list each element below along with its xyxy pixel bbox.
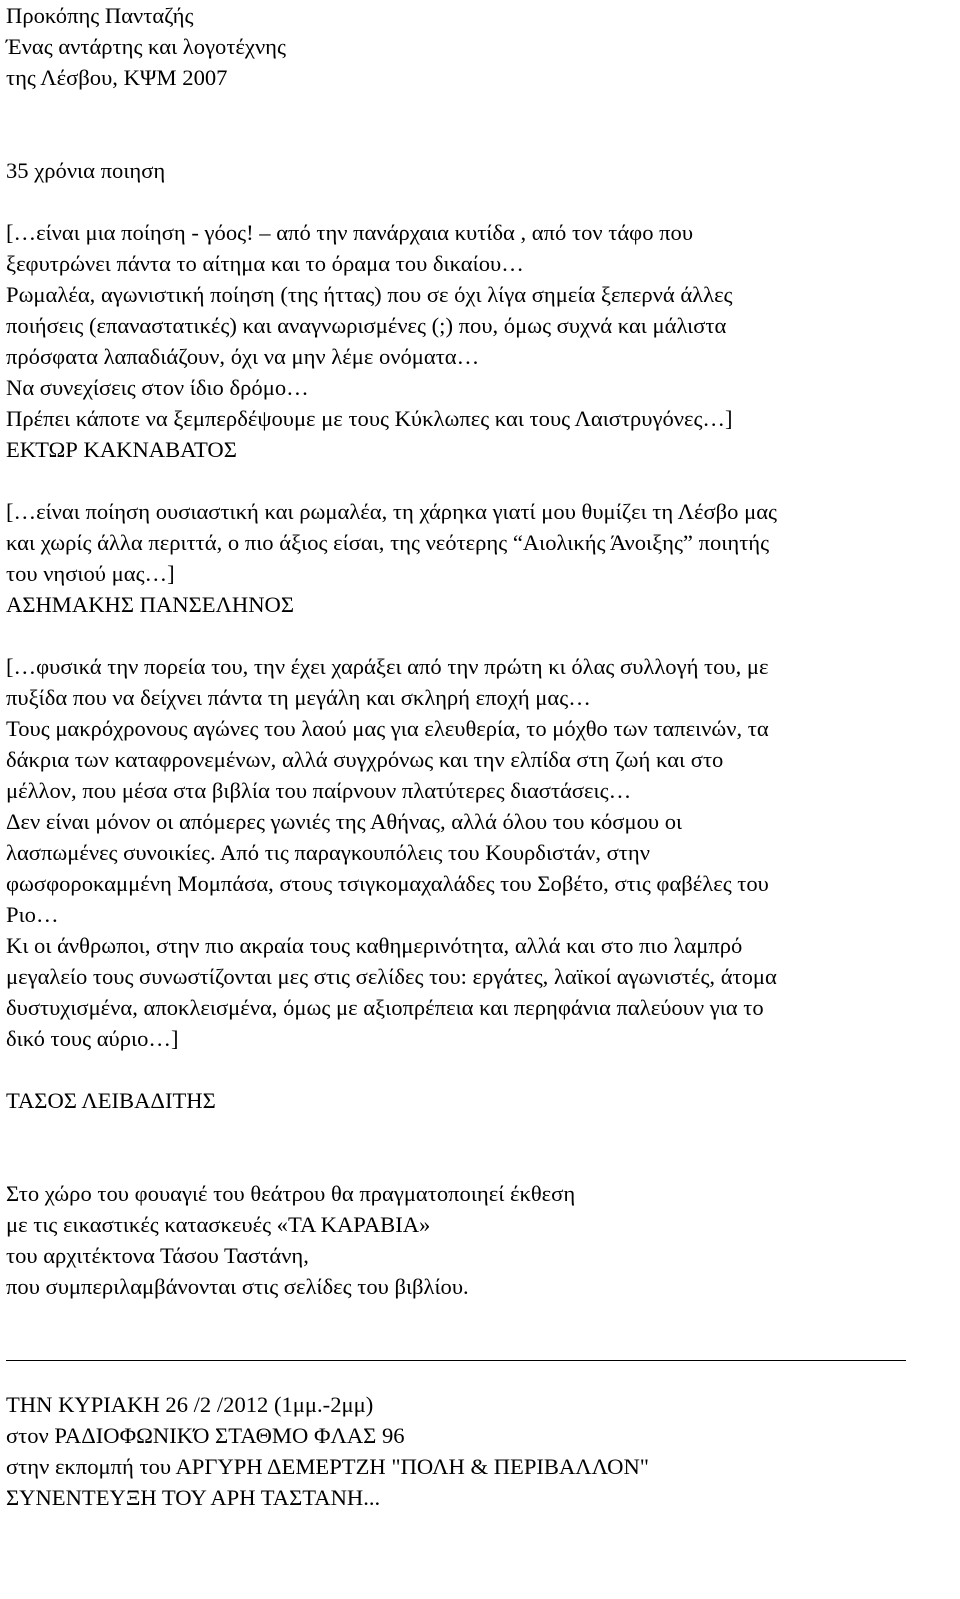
review-signature: ΑΣΗΜΑΚΗΣ ΠΑΝΣΕΛΗΝΟΣ bbox=[6, 592, 295, 617]
review-line: πρόσφατα λαπαδιάζουν, όχι να μην λέμε ονόματα… bbox=[6, 344, 480, 369]
broadcast-line: ΤΗΝ ΚΥΡΙΑΚΗ 26 /2 /2012 (1μμ.-2μμ) bbox=[6, 1392, 374, 1417]
broadcast-line: στην εκπομπή του ΑΡΓΥΡΗ ΔΕΜΕΡΤΖΗ "ΠΟΛΗ & ΠΕΡΙΒΑΛΛΟΝ" bbox=[6, 1454, 649, 1479]
horizontal-divider bbox=[6, 1360, 906, 1361]
review-kaknavatos bbox=[6, 217, 946, 465]
book-subtitle: Ένας αντάρτης και λογοτέχνης bbox=[6, 34, 286, 59]
broadcast-line: ΣΥΝΕΝΤΕΥΞΗ ΤΟΥ ΑΡΗ ΤΑΣΤΑΝΗ... bbox=[6, 1485, 381, 1510]
review-line: […είναι μια ποίηση - γόος! – από την πανάρχαια κυτίδα , από τον τάφο που bbox=[6, 220, 694, 245]
document-header bbox=[6, 0, 946, 93]
review-line: πυξίδα που να δείχνει πάντα τη μεγάλη και σκληρή εποχή μας… bbox=[6, 685, 591, 710]
exhibition-line: Στο χώρο του φουαγιέ του θεάτρου θα πραγματοποιηεί έκθεση bbox=[6, 1181, 576, 1206]
exhibition-line: που συμπεριλαμβάνονται στις σελίδες του βιβλίου. bbox=[6, 1274, 469, 1299]
review-line: ποιήσεις (επαναστατικές) και αναγνωρισμένες (;) που, όμως συχνά και μάλιστα bbox=[6, 313, 727, 338]
review-line: Ρωμαλέα, αγωνιστική ποίηση (της ήττας) που σε όχι λίγα σημεία ξεπερνά άλλες bbox=[6, 282, 733, 307]
intro-heading: 35 χρόνια ποιηση bbox=[6, 158, 166, 183]
review-line: Ριο… bbox=[6, 902, 59, 927]
review-signature: ΕΚΤΩΡ ΚΑΚΝΑΒΑΤΟΣ bbox=[6, 437, 237, 462]
review-line: δυστυχισμένα, αποκλεισμένα, όμως με αξιοπρέπεια και περηφάνια παλεύουν για το bbox=[6, 995, 764, 1020]
review-line: Να συνεχίσεις στον ίδιο δρόμο… bbox=[6, 375, 309, 400]
review-leivaditis bbox=[6, 651, 946, 1116]
review-line: […φυσικά την πορεία του, την έχει χαράξει από την πρώτη κι όλας συλλογή του, με bbox=[6, 654, 769, 679]
exhibition-line: με τις εικαστικές κατασκευές «ΤΑ ΚΑΡΑΒΙΑ» bbox=[6, 1212, 431, 1237]
review-signature: ΤΑΣΟΣ ΛΕΙΒΑΔΙΤΗΣ bbox=[6, 1088, 216, 1113]
review-line: δικό τους αύριο…] bbox=[6, 1026, 179, 1051]
review-line: Κι οι άνθρωποι, στην πιο ακραία τους καθημερινότητα, αλλά και στο πιο λαμπρό bbox=[6, 933, 743, 958]
review-line: δάκρια των καταφρονεμένων, αλλά συγχρόνως και την ελπίδα στη ζωή και στο bbox=[6, 747, 724, 772]
review-line: λασπωμένες συνοικίες. Από τις παραγκουπόλεις του Κουρδιστάν, στην bbox=[6, 840, 650, 865]
author-name: Προκόπης Πανταζής bbox=[6, 3, 194, 28]
broadcast-line: στον ΡΑΔΙΟΦΩΝΙΚΌ ΣΤΑΘΜΟ ΦΛΑΣ 96 bbox=[6, 1423, 405, 1448]
publication-info: της Λέσβου, ΚΨΜ 2007 bbox=[6, 65, 228, 90]
document-page bbox=[6, 0, 946, 1513]
review-line: του νησιού μας…] bbox=[6, 561, 175, 586]
review-line: […είναι ποίηση ουσιαστική και ρωμαλέα, τη χάρηκα γιατί μου θυμίζει τη Λέσβο μας bbox=[6, 499, 777, 524]
review-line: Τους μακρόχρονους αγώνες του λαού μας για ελευθερία, το μόχθο των ταπεινών, τα bbox=[6, 716, 769, 741]
review-line: φωσφοροκαμμένη Μομπάσα, στους τσιγκομαχαλάδες του Σοβέτο, στις φαβέλες του bbox=[6, 871, 769, 896]
review-line: Δεν είναι μόνον οι απόμερες γωνιές της Αθήνας, αλλά όλου του κόσμου οι bbox=[6, 809, 683, 834]
review-line: μεγαλείο τους συνωστίζονται μες στις σελίδες του: εργάτες, λαϊκοί αγωνιστές, άτομα bbox=[6, 964, 777, 989]
review-panselinos bbox=[6, 496, 946, 620]
review-line: μέλλον, που μέσα στα βιβλία του παίρνουν πλατύτερες διαστάσεις… bbox=[6, 778, 632, 803]
review-line: και χωρίς άλλα περιττά, ο πιο άξιος είσαι, της νεότερης “Αιολικής Άνοιξης” ποιητής bbox=[6, 530, 770, 555]
exhibition-line: του αρχιτέκτονα Τάσου Ταστάνη, bbox=[6, 1243, 309, 1268]
broadcast-notice bbox=[6, 1389, 946, 1513]
review-line: ξεφυτρώνει πάντα το αίτημα και το όραμα του δικαίου… bbox=[6, 251, 524, 276]
exhibition-notice bbox=[6, 1178, 946, 1302]
review-line: Πρέπει κάποτε να ξεμπερδέψουμε με τους Κύκλωπες και τους Λαιστρυγόνες…] bbox=[6, 406, 733, 431]
